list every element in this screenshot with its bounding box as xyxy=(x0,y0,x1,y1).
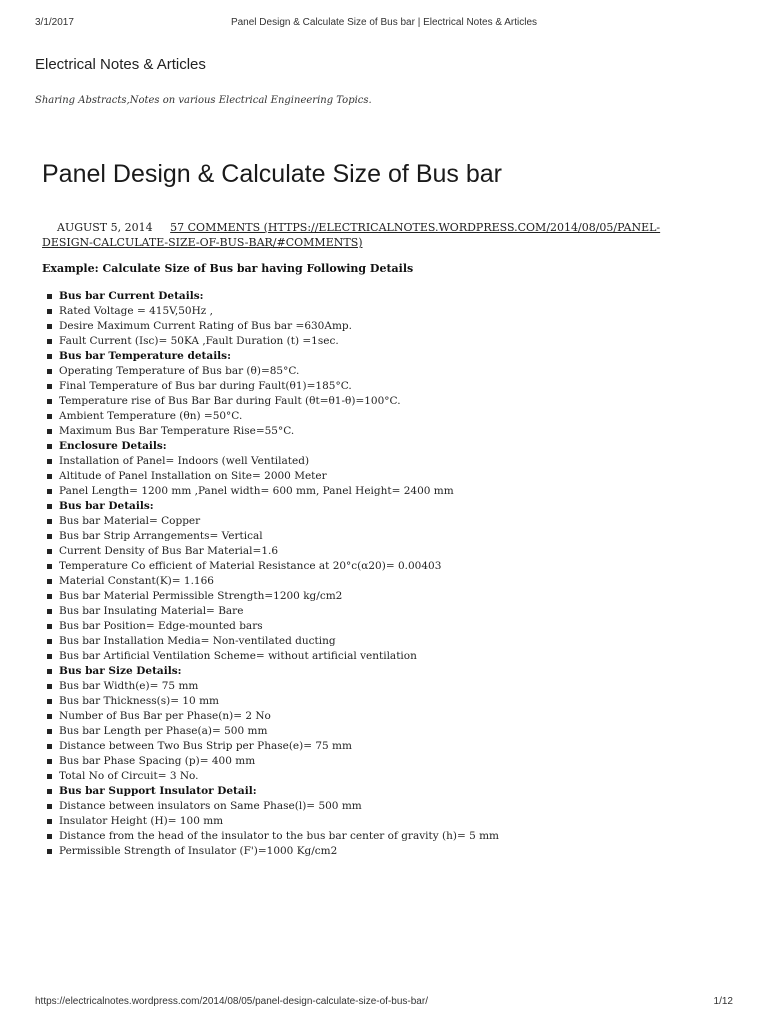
list-item-text: Distance from the head of the insulator to the bus bar center of gravity (h)= 5 mm xyxy=(59,830,500,842)
list-section-heading xyxy=(42,784,499,799)
list-item xyxy=(42,634,499,649)
square-bullet-icon xyxy=(47,444,52,449)
square-bullet-icon xyxy=(47,504,52,509)
list-item xyxy=(42,484,499,499)
list-item-text: Operating Temperature of Bus bar (θ)=85°C. xyxy=(59,365,300,377)
list-item xyxy=(42,379,499,394)
list-item xyxy=(42,694,499,709)
square-bullet-icon xyxy=(47,414,52,419)
list-item xyxy=(42,769,499,784)
details-list xyxy=(42,289,499,859)
square-bullet-icon xyxy=(47,594,52,599)
list-item-text: Bus bar Position= Edge-mounted bars xyxy=(59,620,263,632)
comments-link[interactable]: 57 COMMENTS (HTTPS://ELECTRICALNOTES.WORDPRESS.COM/2014/08/05/PANEL-DESIGN-CALCULATE-SIZE-OF-BUS-BAR/#COMMENTS) xyxy=(42,221,661,249)
list-item xyxy=(42,304,499,319)
list-item-text: Number of Bus Bar per Phase(n)= 2 No xyxy=(59,710,271,722)
square-bullet-icon xyxy=(47,339,52,344)
square-bullet-icon xyxy=(47,774,52,779)
square-bullet-icon xyxy=(47,519,52,524)
list-item xyxy=(42,574,499,589)
square-bullet-icon xyxy=(47,849,52,854)
list-item xyxy=(42,814,499,829)
list-item-text: Total No of Circuit= 3 No. xyxy=(59,770,199,782)
square-bullet-icon xyxy=(47,459,52,464)
list-item xyxy=(42,319,499,334)
list-item-text: Bus bar Current Details: xyxy=(59,290,204,302)
list-item-text: Maximum Bus Bar Temperature Rise=55°C. xyxy=(59,425,295,437)
square-bullet-icon xyxy=(47,714,52,719)
square-bullet-icon xyxy=(47,654,52,659)
print-footer xyxy=(35,996,733,1010)
site-title[interactable]: Electrical Notes & Articles xyxy=(35,56,206,73)
list-item-text: Distance between insulators on Same Phase(l)= 500 mm xyxy=(59,800,362,812)
square-bullet-icon xyxy=(47,324,52,329)
square-bullet-icon xyxy=(47,399,52,404)
list-item-text: Final Temperature of Bus bar during Fault(θ1)=185°C. xyxy=(59,380,352,392)
list-item xyxy=(42,364,499,379)
list-item-text: Permissible Strength of Insulator (F')=1000 Kg/cm2 xyxy=(59,845,338,857)
list-item-text: Bus bar Strip Arrangements= Vertical xyxy=(59,530,263,542)
square-bullet-icon xyxy=(47,819,52,824)
square-bullet-icon xyxy=(47,474,52,479)
square-bullet-icon xyxy=(47,759,52,764)
list-item-text: Altitude of Panel Installation on Site= 2000 Meter xyxy=(59,470,327,482)
list-item-text: Bus bar Installation Media= Non-ventilated ducting xyxy=(59,635,336,647)
list-item-text: Bus bar Material Permissible Strength=1200 kg/cm2 xyxy=(59,590,343,602)
square-bullet-icon xyxy=(47,609,52,614)
square-bullet-icon xyxy=(47,369,52,374)
list-item xyxy=(42,754,499,769)
list-item-text: Desire Maximum Current Rating of Bus bar =630Amp. xyxy=(59,320,352,332)
list-item xyxy=(42,409,499,424)
list-item-text: Fault Current (Isc)= 50KA ,Fault Duration (t) =1sec. xyxy=(59,335,339,347)
list-item xyxy=(42,469,499,484)
list-item xyxy=(42,394,499,409)
square-bullet-icon xyxy=(47,744,52,749)
list-item xyxy=(42,559,499,574)
list-item xyxy=(42,724,499,739)
list-item xyxy=(42,334,499,349)
list-item-text: Distance between Two Bus Strip per Phase(e)= 75 mm xyxy=(59,740,352,752)
list-item xyxy=(42,844,499,859)
list-item xyxy=(42,544,499,559)
list-item-text: Bus bar Length per Phase(a)= 500 mm xyxy=(59,725,268,737)
list-item-text: Bus bar Size Details: xyxy=(59,665,182,677)
list-item-text: Enclosure Details: xyxy=(59,440,167,452)
print-url: https://electricalnotes.wordpress.com/2014/08/05/panel-design-calculate-size-of-bus-bar/ xyxy=(35,996,428,1007)
list-item-text: Rated Voltage = 415V,50Hz , xyxy=(59,305,213,317)
list-item-text: Current Density of Bus Bar Material=1.6 xyxy=(59,545,279,557)
square-bullet-icon xyxy=(47,309,52,314)
list-item-text: Ambient Temperature (θn) =50°C. xyxy=(59,410,243,422)
square-bullet-icon xyxy=(47,429,52,434)
list-item-text: Panel Length= 1200 mm ,Panel width= 600 mm, Panel Height= 2400 mm xyxy=(59,485,454,497)
list-item xyxy=(42,529,499,544)
example-heading: Example: Calculate Size of Bus bar having Following Details xyxy=(42,262,414,275)
print-header xyxy=(35,17,733,31)
square-bullet-icon xyxy=(47,564,52,569)
list-item xyxy=(42,739,499,754)
post-title: Panel Design & Calculate Size of Bus bar xyxy=(42,160,502,188)
list-item-text: Bus bar Thickness(s)= 10 mm xyxy=(59,695,219,707)
list-section-heading xyxy=(42,289,499,304)
square-bullet-icon xyxy=(47,294,52,299)
list-item-text: Temperature Co efficient of Material Resistance at 20°c(α20)= 0.00403 xyxy=(59,560,442,572)
square-bullet-icon xyxy=(47,789,52,794)
list-section-heading xyxy=(42,439,499,454)
print-date: 3/1/2017 xyxy=(35,17,74,28)
square-bullet-icon xyxy=(47,549,52,554)
page-number: 1/12 xyxy=(713,996,733,1007)
list-item-text: Temperature rise of Bus Bar Bar during Fault (θt=θ1-θ)=100°C. xyxy=(59,395,401,407)
square-bullet-icon xyxy=(47,624,52,629)
post-date[interactable]: AUGUST 5, 2014 xyxy=(57,221,153,234)
square-bullet-icon xyxy=(47,354,52,359)
list-item xyxy=(42,619,499,634)
square-bullet-icon xyxy=(47,579,52,584)
list-item xyxy=(42,709,499,724)
list-item xyxy=(42,589,499,604)
square-bullet-icon xyxy=(47,684,52,689)
list-item xyxy=(42,604,499,619)
list-item-text: Installation of Panel= Indoors (well Ventilated) xyxy=(59,455,310,467)
square-bullet-icon xyxy=(47,489,52,494)
list-section-heading xyxy=(42,499,499,514)
list-item xyxy=(42,454,499,469)
list-item xyxy=(42,649,499,664)
list-item xyxy=(42,799,499,814)
list-item-text: Bus bar Artificial Ventilation Scheme= without artificial ventilation xyxy=(59,650,417,662)
list-section-heading xyxy=(42,349,499,364)
print-document-title: Panel Design & Calculate Size of Bus bar | Electrical Notes & Articles xyxy=(230,17,538,28)
list-item xyxy=(42,829,499,844)
list-item-text: Bus bar Phase Spacing (p)= 400 mm xyxy=(59,755,256,767)
square-bullet-icon xyxy=(47,639,52,644)
site-tagline: Sharing Abstracts,Notes on various Electrical Engineering Topics. xyxy=(35,95,372,106)
post-meta xyxy=(42,220,682,250)
square-bullet-icon xyxy=(47,669,52,674)
list-item xyxy=(42,424,499,439)
square-bullet-icon xyxy=(47,834,52,839)
list-section-heading xyxy=(42,664,499,679)
square-bullet-icon xyxy=(47,384,52,389)
square-bullet-icon xyxy=(47,729,52,734)
list-item-text: Insulator Height (H)= 100 mm xyxy=(59,815,224,827)
list-item-text: Bus bar Insulating Material= Bare xyxy=(59,605,244,617)
list-item-text: Bus bar Width(e)= 75 mm xyxy=(59,680,199,692)
list-item xyxy=(42,514,499,529)
list-item-text: Bus bar Temperature details: xyxy=(59,350,231,362)
square-bullet-icon xyxy=(47,534,52,539)
list-item-text: Bus bar Support Insulator Detail: xyxy=(59,785,257,797)
list-item-text: Bus bar Details: xyxy=(59,500,154,512)
list-item-text: Material Constant(K)= 1.166 xyxy=(59,575,214,587)
list-item xyxy=(42,679,499,694)
square-bullet-icon xyxy=(47,699,52,704)
square-bullet-icon xyxy=(47,804,52,809)
list-item-text: Bus bar Material= Copper xyxy=(59,515,201,527)
